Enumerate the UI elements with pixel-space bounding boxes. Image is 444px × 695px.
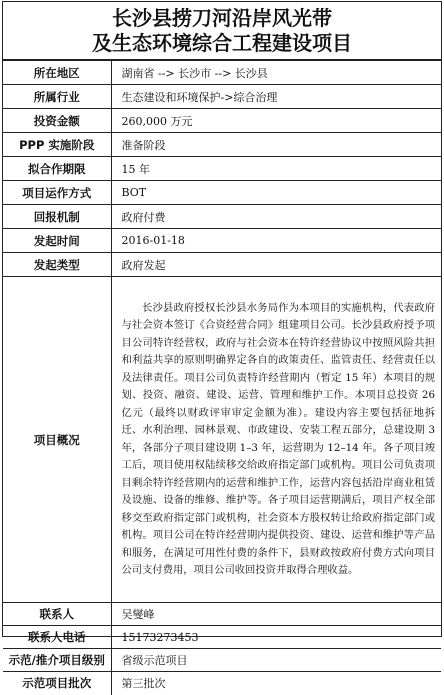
row-investment [3,109,441,133]
row-contact [3,603,441,626]
row-project-level [3,649,441,672]
row-ppp-stage [3,133,441,157]
title-line-2: 及生态环境综合工程建设项目 [92,31,352,55]
value-launch-date: 2016-01-18 [111,229,441,253]
label-term: 拟合作期限 [3,157,111,181]
row-operation-mode [3,181,441,205]
label-investment: 投资金额 [3,109,111,133]
info-table [3,60,441,695]
label-contact: 联系人 [3,603,111,626]
value-region: 湖南省 --> 长沙市 --> 长沙县 [111,61,441,85]
value-investment: 260,000 万元 [111,109,441,133]
label-industry: 所属行业 [3,85,111,109]
label-region: 所在地区 [3,61,111,85]
row-contact-phone [3,626,441,649]
label-project-level: 示范/推介项目级别 [3,649,111,672]
row-launch-type [3,253,441,277]
row-batch [3,672,441,695]
project-info-sheet [2,1,442,691]
row-launch-date [3,229,441,253]
value-contact: 吴燮峰 [111,603,441,626]
page-title [3,2,441,60]
label-operation-mode: 项目运作方式 [3,181,111,205]
value-ppp-stage: 准备阶段 [111,133,441,157]
row-industry [3,85,441,109]
label-overview: 项目概况 [3,277,111,603]
value-contact-phone: 15173273453 [111,626,441,649]
value-term: 15 年 [111,157,441,181]
row-region [3,61,441,85]
row-term [3,157,441,181]
value-launch-type: 政府发起 [111,253,441,277]
value-return-mechanism: 政府付费 [111,205,441,229]
value-operation-mode: BOT [111,181,441,205]
value-project-level: 省级示范项目 [111,649,441,672]
label-launch-date: 发起时间 [3,229,111,253]
label-return-mechanism: 回报机制 [3,205,111,229]
label-batch: 示范项目批次 [3,672,111,695]
label-launch-type: 发起类型 [3,253,111,277]
value-industry: 生态建设和环境保护->综合治理 [111,85,441,109]
value-overview: 长沙县政府授权长沙县水务局作为本项目的实施机构，代表政府与社会资本签订《合资经营合同》组建项目公司。长沙县政府授予项目公司特许经营权，政府与社会资本在特许经营协议中按照风险共担和利益共享的原则明确界定各自的政策责任、监管责任、经营责任以及法律责任。项目公司负责特许经营期内（暂定 15 年）本项目的规划、投资、融资、建设、运营、管理和维护工作。本项目总投资 26 亿元（最终以财政评审审定金额为准）。建设内容主要包括征地拆迁、水利治理、园林景观、市政建设、安装工程五部分，总建设期 3 年，各部分子项目建设期 1–3 年，运营期为 12–14 年。各子项目竣工后，项目使用权陆续移交给政府指定部门或机构。项目公司负责项目剩余特许经营期内的运营和维护工作，运营内容包括沿岸商业租赁及设施、设备的维修、维护等。各子项目运营期满后，项目产权全部移交至政府指定部门或机构，社会资本方股权转让给政府指定部门或机构。项目公司在特许经营期内提供投资、建设、运营和维护等产品和服务，在满足可用性付费的条件下，县财政按政府付费方式向项目公司支付费用，项目公司收回投资并取得合理收益。 [111,277,441,603]
row-return-mechanism [3,205,441,229]
label-ppp-stage: PPP 实施阶段 [3,133,111,157]
title-line-1: 长沙县捞刀河沿岸风光带 [112,6,332,30]
value-batch: 第三批次 [111,672,441,695]
label-contact-phone: 联系人电话 [3,626,111,649]
row-overview [3,277,441,603]
